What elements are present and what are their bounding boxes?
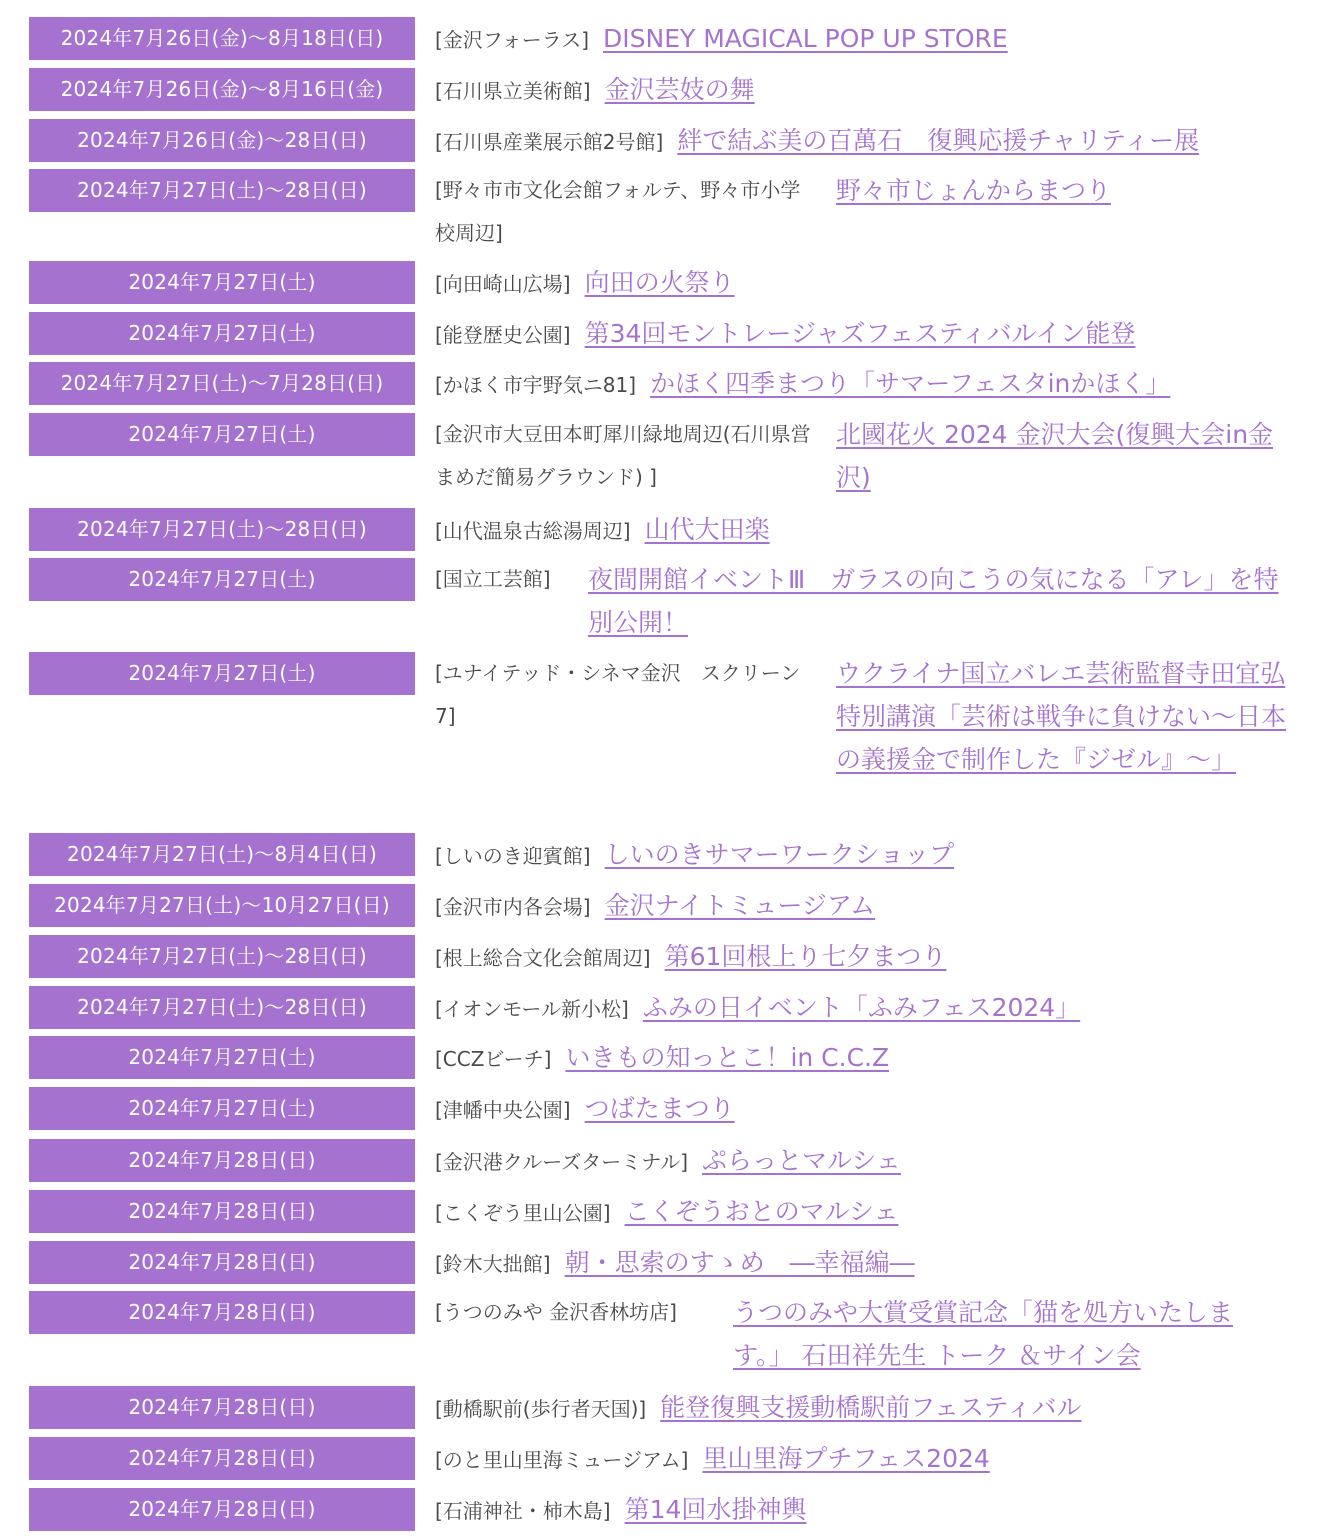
event-venue: [石川県立美術館]	[435, 79, 591, 103]
event-date: 2024年7月27日(土)	[29, 261, 415, 304]
event-link[interactable]: ウクライナ国立バレエ芸術監督寺田宜弘 特別講演「芸術は戦争に負けない〜日本の義援金で制作した『ジゼル』〜」	[836, 659, 1287, 774]
event-date: 2024年7月27日(土)〜28日(日)	[29, 935, 415, 978]
event-venue: [金沢市大豆田本町犀川緑地周辺(石川県営まめだ簡易グラウンド) ]	[435, 422, 811, 489]
event-date: 2024年7月27日(土)〜10月27日(日)	[29, 884, 415, 927]
event-link[interactable]: かほく四季まつり「サマーフェスタinかほく」	[650, 369, 1171, 398]
event-link[interactable]: ふみの日イベント「ふみフェス2024」	[642, 993, 1081, 1022]
event-venue: [ユナイテッド・シネマ金沢 スクリーン7]	[435, 661, 801, 728]
event-date: 2024年7月27日(土)	[29, 652, 415, 695]
event-link[interactable]: 金沢ナイトミュージアム	[604, 891, 876, 920]
event-link[interactable]: 夜間開館イベントⅢ ガラスの向こうの気になる「アレ」を特別公開！	[588, 565, 1279, 637]
event-link[interactable]: つばたまつり	[584, 1094, 735, 1123]
event-link[interactable]: 北國花火 2024 金沢大会(復興大会in金沢)	[836, 420, 1274, 492]
event-link[interactable]: 第34回モントレージャズフェスティバルイン能登	[584, 319, 1136, 348]
event-date: 2024年7月28日(日)	[29, 1488, 415, 1531]
event-date: 2024年7月28日(日)	[29, 1386, 415, 1429]
event-venue: [石浦神社・柿木島]	[435, 1499, 611, 1523]
event-venue: [しいのき迎賓館]	[435, 844, 591, 868]
event-date: 2024年7月27日(土)	[29, 312, 415, 355]
event-date: 2024年7月28日(日)	[29, 1190, 415, 1233]
event-venue: [かほく市宇野気ニ81]	[435, 373, 637, 397]
event-link[interactable]: こくぞうおとのマルシェ	[624, 1197, 899, 1226]
event-link[interactable]: 朝・思索のすゝめ ―幸福編―	[564, 1248, 915, 1277]
event-venue: [山代温泉古総湯周辺]	[435, 519, 631, 543]
event-link[interactable]: ぷらっとマルシェ	[702, 1146, 901, 1175]
event-venue: [向田崎山広場]	[435, 272, 571, 296]
event-venue: [鈴木大拙館]	[435, 1252, 551, 1276]
event-date: 2024年7月26日(金)〜8月16日(金)	[29, 68, 415, 111]
event-date: 2024年7月27日(土)〜28日(日)	[29, 169, 415, 212]
event-venue: [金沢フォーラス]	[435, 28, 590, 52]
event-date: 2024年7月26日(金)〜8月18日(日)	[29, 17, 415, 60]
event-link[interactable]: 能登復興支援動橋駅前フェスティバル	[660, 1393, 1082, 1422]
event-date: 2024年7月27日(土)〜28日(日)	[29, 986, 415, 1029]
event-date: 2024年7月28日(日)	[29, 1241, 415, 1284]
event-venue: [イオンモール新小松]	[435, 997, 629, 1021]
event-venue: [動橋駅前(歩行者天国)]	[435, 1397, 647, 1421]
event-date: 2024年7月27日(土)	[29, 1087, 415, 1130]
event-link[interactable]: 第61回根上り七夕まつり	[664, 942, 947, 971]
event-venue: [野々市市文化会館フォルテ、野々市小学校周辺]	[435, 178, 801, 245]
event-link[interactable]: 山代大田楽	[644, 515, 770, 544]
event-link[interactable]: うつのみや大賞受賞記念「猫を処方いたします。」 石田祥先生 トーク ＆サイン会	[733, 1298, 1234, 1370]
event-link[interactable]: 金沢芸妓の舞	[604, 75, 755, 104]
event-date: 2024年7月27日(土)〜28日(日)	[29, 508, 415, 551]
event-venue: [のと里山里海ミュージアム]	[435, 1448, 689, 1472]
event-date: 2024年7月27日(土)	[29, 558, 415, 601]
event-venue: [能登歴史公園]	[435, 323, 571, 347]
event-date: 2024年7月27日(土)〜8月4日(日)	[29, 833, 415, 876]
event-date: 2024年7月28日(日)	[29, 1291, 415, 1334]
event-venue: [根上総合文化会館周辺]	[435, 946, 651, 970]
event-link[interactable]: DISNEY MAGICAL POP UP STORE	[603, 24, 1008, 53]
event-link[interactable]: しいのきサマーワークショップ	[604, 840, 955, 869]
event-date: 2024年7月27日(土)〜7月28日(日)	[29, 362, 415, 405]
event-venue: [石川県産業展示館2号館]	[435, 130, 664, 154]
event-link[interactable]: 第14回水掛神輿	[624, 1495, 807, 1524]
event-date: 2024年7月28日(日)	[29, 1139, 415, 1182]
event-link[interactable]: 里山里海プチフェス2024	[702, 1444, 990, 1473]
event-venue: [金沢市内各会場]	[435, 895, 591, 919]
event-date: 2024年7月27日(土)	[29, 1036, 415, 1079]
event-link[interactable]: 絆で結ぶ美の百萬石 復興応援チャリティー展	[677, 126, 1200, 155]
event-venue: [国立工芸館]	[435, 567, 551, 591]
event-link[interactable]: 野々市じょんからまつり	[836, 176, 1112, 205]
event-venue: [津幡中央公園]	[435, 1098, 571, 1122]
event-date: 2024年7月28日(日)	[29, 1437, 415, 1480]
event-date: 2024年7月26日(金)〜28日(日)	[29, 119, 415, 162]
event-venue: [金沢港クルーズターミナル]	[435, 1150, 689, 1174]
event-venue: [こくぞう里山公園]	[435, 1201, 611, 1225]
event-link[interactable]: 向田の火祭り	[584, 268, 735, 297]
event-link[interactable]: いきもの知っとこ！in C.C.Z	[565, 1043, 890, 1072]
event-venue: [うつのみや 金沢香林坊店]	[435, 1300, 677, 1324]
event-venue: [CCZビーチ]	[435, 1047, 552, 1071]
event-date: 2024年7月27日(土)	[29, 413, 415, 456]
